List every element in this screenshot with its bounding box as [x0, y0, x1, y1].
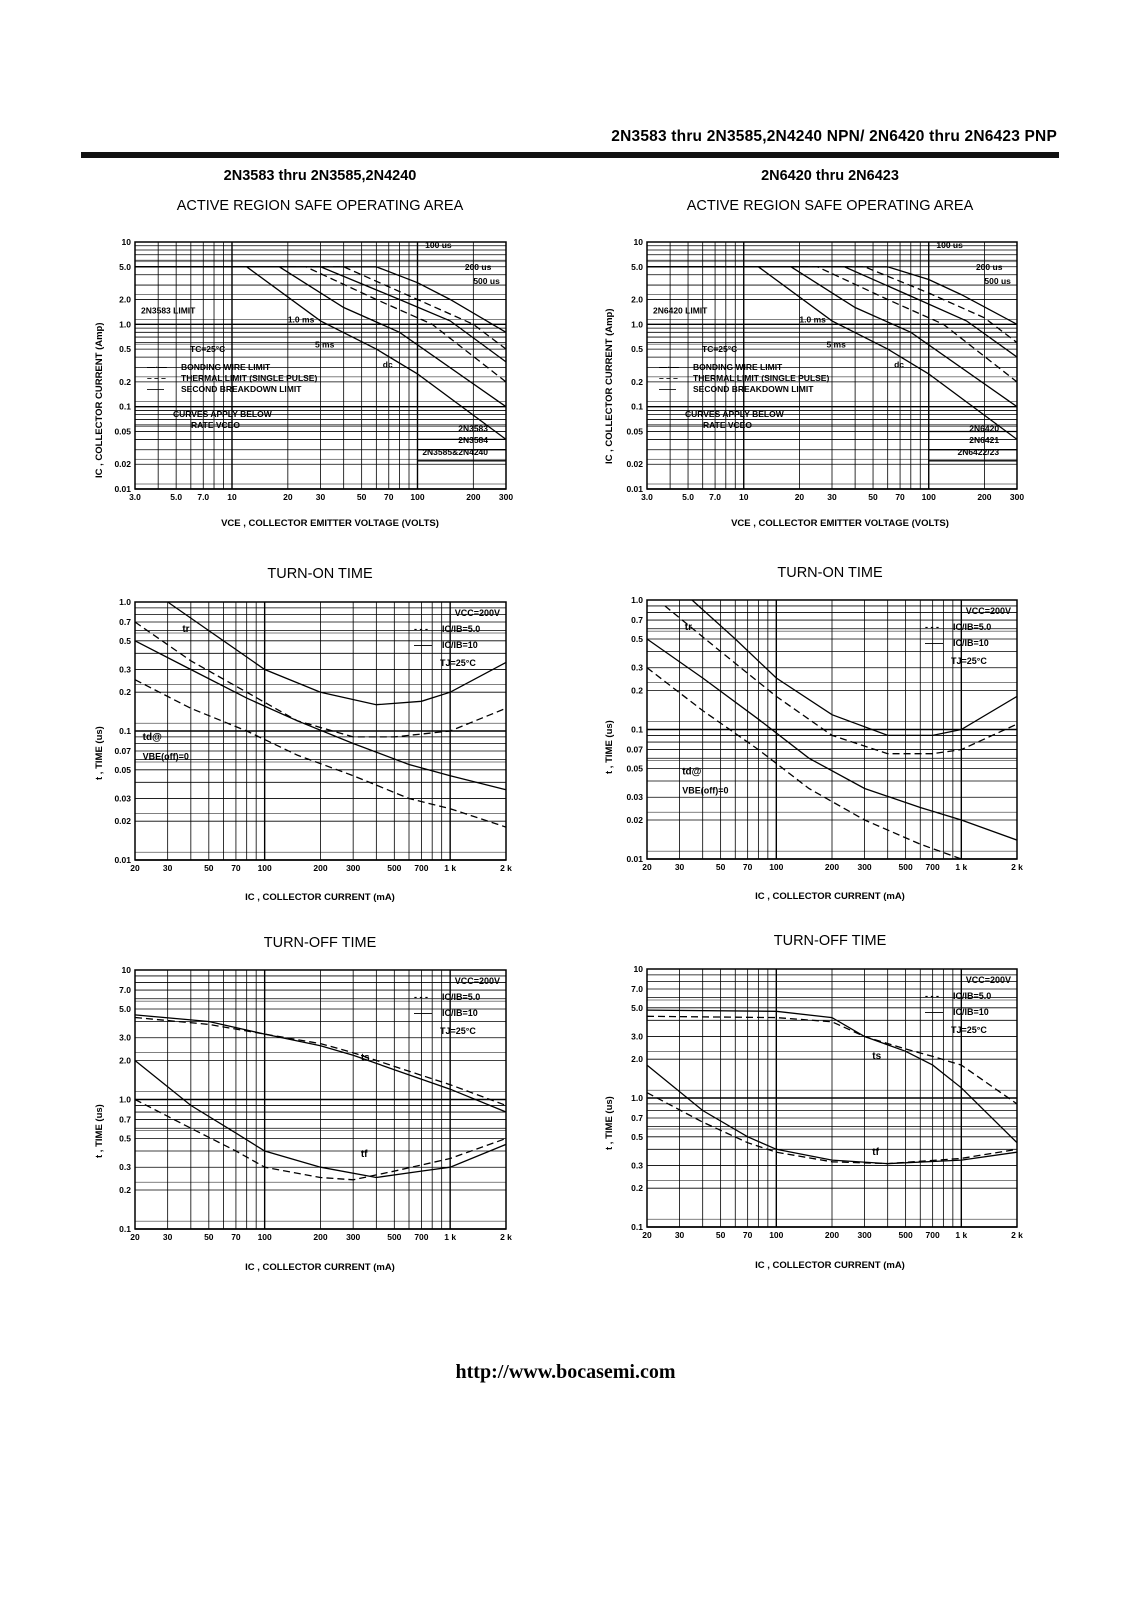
- x-tick-label: 50: [204, 863, 214, 873]
- y-tick-label: 1.0: [631, 1093, 643, 1103]
- legend-entry: VCC=200V: [454, 976, 500, 986]
- vbe-label: VBE(off)=0: [142, 751, 189, 762]
- y-tick-label: 7.0: [631, 983, 643, 994]
- x-tick-label: 700: [414, 863, 429, 873]
- y-tick-label: 3.0: [119, 1032, 131, 1043]
- x-tick-label: 10: [227, 492, 237, 502]
- left-soa-title: ACTIVE REGION SAFE OPERATING AREA: [176, 198, 464, 214]
- tc-label: TC=25°C: [190, 344, 226, 355]
- legend-swatch: ——: [659, 383, 676, 394]
- x-tick-label: 3.0: [641, 492, 653, 502]
- y-tick-label: 5.0: [631, 1002, 643, 1013]
- device-label: 2N3585&2N4240: [422, 446, 489, 457]
- x-tick-label: 5.0: [682, 492, 694, 502]
- x-tick-label: 2 k: [500, 1232, 512, 1242]
- y-tick-label: 0.2: [631, 685, 643, 696]
- x-tick-label: 5.0: [170, 492, 183, 502]
- x-tick-label: 70: [742, 862, 753, 872]
- x-tick-label: 7.0: [709, 492, 721, 502]
- x-tick-label: 300: [346, 1232, 361, 1242]
- left-soa-ylabel: IC , COLLECTOR CURRENT (Amp): [94, 322, 105, 478]
- pulse-label: 1.0 ms: [287, 314, 315, 325]
- y-tick-label: 0.02: [626, 815, 643, 826]
- x-tick-label: 500: [387, 1232, 402, 1242]
- legend-swatch: ——: [925, 1007, 943, 1017]
- x-tick-label: 70: [895, 492, 905, 502]
- y-tick-label: 0.7: [119, 616, 131, 627]
- x-tick-label: 2 k: [1011, 1230, 1023, 1240]
- y-tick-label: 0.2: [631, 376, 643, 387]
- legend-swatch: – – –: [659, 372, 678, 383]
- device-label: 2N3583: [458, 423, 489, 434]
- x-tick-label: 30: [674, 1230, 685, 1240]
- tf-label: tf: [360, 1148, 368, 1160]
- y-tick-label: 5.0: [119, 261, 131, 272]
- y-tick-label: 0.03: [626, 792, 643, 803]
- left-toff-chart: [119, 965, 512, 1242]
- y-tick-label: 0.05: [114, 764, 131, 775]
- x-tick-label: 700: [414, 1232, 429, 1242]
- x-tick-label: 70: [742, 1230, 753, 1240]
- y-tick-label: 0.01: [114, 855, 131, 865]
- tr-label: tr: [182, 624, 190, 635]
- right-soa-ylabel: IC , COLLECTOR CURRENT (Amp): [604, 308, 615, 464]
- note-line: CURVES APPLY BELOW: [173, 408, 272, 419]
- y-tick-label: 0.5: [631, 344, 643, 355]
- y-tick-label: 0.5: [119, 635, 131, 646]
- right-toff-ylabel: t , TIME (us): [604, 1096, 615, 1150]
- y-tick-label: 0.07: [626, 744, 643, 755]
- x-tick-label: 50: [356, 492, 367, 502]
- vbe-label: VBE(off)=0: [682, 785, 729, 796]
- x-tick-label: 200: [824, 862, 840, 872]
- y-tick-label: 0.5: [119, 1133, 131, 1144]
- pulse-label: 5 ms: [314, 339, 335, 350]
- device-label: 2N6421: [969, 435, 1000, 446]
- x-tick-label: 100: [769, 1230, 784, 1240]
- legend-entry: THERMAL LIMIT (SINGLE PULSE): [181, 372, 318, 383]
- x-tick-label: 500: [387, 863, 402, 873]
- right-toff-chart: [631, 964, 1023, 1240]
- right-ton-ylabel: t , TIME (us): [604, 720, 615, 774]
- x-tick-label: 70: [231, 1232, 241, 1242]
- y-tick-label: 7.0: [119, 985, 131, 996]
- legend-entry: IC/IB=10: [953, 638, 989, 648]
- y-tick-label: 10: [633, 237, 643, 247]
- y-tick-label: 0.2: [631, 1183, 643, 1194]
- y-tick-label: 1.0: [631, 319, 643, 330]
- y-tick-label: 0.5: [631, 633, 643, 644]
- x-tick-label: 1 k: [444, 1232, 457, 1242]
- x-tick-label: 70: [231, 863, 241, 873]
- legend-entry: TJ=25°C: [951, 656, 987, 666]
- left-ton-annotations: [143, 608, 500, 762]
- x-tick-label: 300: [857, 1230, 872, 1240]
- x-tick-label: 1 k: [955, 862, 968, 872]
- x-tick-label: 100: [257, 863, 272, 873]
- legend-swatch: – – –: [147, 372, 166, 383]
- x-tick-label: 2 k: [1011, 862, 1023, 872]
- legend-swatch: - - -: [925, 622, 939, 632]
- y-tick-label: 0.01: [626, 854, 643, 864]
- y-tick-label: 0.5: [119, 344, 131, 355]
- y-tick-label: 0.1: [631, 1222, 643, 1232]
- device-label: 2N6422/23: [957, 446, 1000, 457]
- right-soa-chart: [626, 237, 1024, 502]
- x-tick-label: 1 k: [955, 1230, 968, 1240]
- legend-entry: TJ=25°C: [951, 1025, 987, 1035]
- left-toff-ylabel: t , TIME (us): [94, 1104, 105, 1158]
- x-tick-label: 30: [674, 862, 685, 872]
- left-ton-ylabel: t , TIME (us): [94, 726, 105, 780]
- page-header: 2N3583 thru 2N3585,2N4240 NPN/ 2N6420 thru 2N6423 PNP: [611, 128, 1057, 145]
- y-tick-label: 1.0: [119, 1094, 131, 1105]
- x-tick-label: 20: [130, 1232, 140, 1242]
- pulse-label: dc: [382, 359, 393, 370]
- ts-label: ts: [872, 1051, 882, 1063]
- y-tick-label: 0.03: [114, 793, 131, 804]
- note-line: CURVES APPLY BELOW: [685, 408, 784, 419]
- legend-entry: TJ=25°C: [440, 658, 476, 668]
- left-toff-title: TURN-OFF TIME: [263, 935, 377, 951]
- pulse-label: 500 us: [473, 275, 500, 286]
- y-tick-label: 3.0: [631, 1031, 643, 1042]
- y-tick-label: 0.1: [631, 401, 643, 412]
- legend-entry: IC/IB=5.0: [953, 622, 992, 632]
- ts-label: ts: [360, 1052, 370, 1064]
- left-ton-title: TURN-ON TIME: [267, 566, 373, 582]
- x-tick-label: 700: [925, 1230, 940, 1240]
- x-tick-label: 30: [162, 863, 173, 873]
- x-tick-label: 7.0: [197, 492, 210, 502]
- x-tick-label: 100: [257, 1232, 272, 1242]
- limit-label: 2N6420 LIMIT: [653, 305, 708, 316]
- x-tick-label: 300: [346, 863, 361, 873]
- legend-entry: TJ=25°C: [440, 1026, 476, 1036]
- left-device-title: 2N3583 thru 2N3585,2N4240: [223, 168, 417, 184]
- limit-label: 2N3583 LIMIT: [141, 305, 196, 316]
- y-tick-label: 5.0: [631, 261, 643, 272]
- x-tick-label: 50: [204, 1232, 214, 1242]
- x-tick-label: 700: [925, 862, 940, 872]
- left-ton-xlabel: IC , COLLECTOR CURRENT (mA): [245, 892, 395, 903]
- pulse-label: 500 us: [984, 275, 1011, 286]
- legend-swatch: ——: [414, 1008, 432, 1018]
- x-tick-label: 30: [827, 492, 837, 502]
- pulse-label: 100 us: [425, 239, 452, 250]
- right-toff-title: TURN-OFF TIME: [773, 933, 887, 949]
- legend-swatch: ——: [147, 383, 164, 394]
- x-tick-label: 200: [313, 863, 328, 873]
- right-ton-title: TURN-ON TIME: [777, 565, 883, 581]
- x-tick-label: 200: [977, 492, 992, 502]
- y-tick-label: 0.2: [119, 376, 131, 387]
- legend-entry: SECOND BREAKDOWN LIMIT: [693, 383, 814, 394]
- legend-swatch: - - -: [925, 991, 939, 1001]
- left-soa-xlabel: VCE , COLLECTOR EMITTER VOLTAGE (VOLTS): [221, 518, 439, 529]
- td-label: td@: [682, 766, 702, 778]
- tc-label: TC=25°C: [702, 344, 738, 355]
- device-label: 2N6420: [969, 423, 1000, 434]
- right-toff-xlabel: IC , COLLECTOR CURRENT (mA): [755, 1260, 905, 1271]
- x-tick-label: 2 k: [500, 863, 512, 873]
- legend-entry: IC/IB=5.0: [442, 992, 481, 1002]
- legend-entry: IC/IB=5.0: [442, 624, 481, 634]
- x-tick-label: 200: [313, 1232, 328, 1242]
- tr-label: tr: [684, 622, 692, 633]
- y-tick-label: 0.3: [119, 1162, 131, 1173]
- legend-swatch: —·—: [147, 361, 167, 372]
- pulse-label: 5 ms: [826, 339, 846, 350]
- right-device-title: 2N6420 thru 2N6423: [761, 168, 899, 184]
- pulse-label: 200 us: [464, 261, 492, 272]
- y-tick-label: 0.3: [631, 662, 643, 673]
- legend-entry: VCC=200V: [965, 975, 1011, 985]
- y-tick-label: 0.02: [114, 459, 131, 470]
- y-tick-label: 0.3: [119, 664, 131, 675]
- x-tick-label: 50: [715, 1230, 726, 1240]
- y-tick-label: 0.7: [631, 615, 643, 626]
- x-tick-label: 300: [857, 862, 872, 872]
- y-tick-label: 0.02: [114, 816, 131, 827]
- right-toff-annotations: [872, 975, 1011, 1158]
- left-ton-chart: [114, 597, 512, 873]
- left-toff-annotations: [361, 976, 500, 1160]
- x-tick-label: 20: [642, 862, 652, 872]
- legend-entry: IC/IB=5.0: [953, 991, 992, 1001]
- y-tick-label: 0.7: [119, 1114, 131, 1125]
- y-tick-label: 2.0: [631, 1054, 643, 1065]
- y-tick-label: 0.05: [626, 426, 643, 437]
- y-tick-label: 0.01: [114, 484, 131, 494]
- legend-entry: IC/IB=10: [953, 1007, 989, 1017]
- legend-swatch: ——: [925, 638, 943, 648]
- legend-entry: IC/IB=10: [442, 640, 478, 650]
- y-tick-label: 0.01: [626, 484, 643, 494]
- y-tick-label: 2.0: [119, 294, 131, 305]
- legend-entry: IC/IB=10: [442, 1008, 478, 1018]
- x-tick-label: 500: [898, 862, 913, 872]
- y-tick-label: 10: [121, 965, 131, 975]
- y-tick-label: 0.05: [626, 763, 643, 774]
- x-tick-label: 20: [283, 492, 293, 502]
- left-toff-xlabel: IC , COLLECTOR CURRENT (mA): [245, 1262, 395, 1273]
- x-tick-label: 3.0: [129, 492, 141, 502]
- legend-entry: VCC=200V: [965, 606, 1011, 616]
- footer-url[interactable]: http://www.bocasemi.com: [455, 1361, 676, 1383]
- x-tick-label: 50: [868, 492, 878, 502]
- y-tick-label: 2.0: [119, 1055, 131, 1066]
- y-tick-label: 0.2: [119, 687, 131, 698]
- x-tick-label: 300: [1009, 492, 1025, 502]
- y-tick-label: 1.0: [119, 319, 131, 330]
- y-tick-label: 0.2: [119, 1185, 131, 1196]
- right-soa-title: ACTIVE REGION SAFE OPERATING AREA: [686, 198, 974, 214]
- legend-swatch: - - -: [414, 624, 428, 634]
- td-label: td@: [142, 732, 162, 744]
- legend-entry: BONDING WIRE LIMIT: [181, 361, 271, 372]
- x-tick-label: 500: [898, 1230, 913, 1240]
- y-tick-label: 10: [121, 237, 131, 247]
- note-line: RATE VCEO: [703, 420, 752, 431]
- legend-swatch: - - -: [414, 992, 428, 1002]
- y-tick-label: 10: [633, 964, 643, 974]
- y-tick-label: 0.02: [626, 459, 643, 470]
- x-tick-label: 20: [130, 863, 140, 873]
- x-tick-label: 30: [315, 492, 326, 502]
- y-tick-label: 0.07: [114, 745, 131, 756]
- legend-swatch: ——: [414, 640, 432, 650]
- y-tick-label: 0.1: [119, 401, 131, 412]
- y-tick-label: 0.1: [119, 726, 131, 736]
- legend-entry: BONDING WIRE LIMIT: [693, 361, 783, 372]
- y-tick-label: 1.0: [119, 597, 131, 607]
- right-soa-xlabel: VCE , COLLECTOR EMITTER VOLTAGE (VOLTS): [731, 518, 949, 529]
- legend-entry: THERMAL LIMIT (SINGLE PULSE): [693, 372, 830, 383]
- pulse-label: dc: [894, 359, 905, 370]
- y-tick-label: 5.0: [119, 1003, 131, 1014]
- x-tick-label: 30: [162, 1232, 173, 1242]
- right-ton-chart: [626, 595, 1023, 872]
- x-tick-label: 10: [738, 492, 749, 502]
- x-tick-label: 100: [921, 492, 936, 502]
- x-tick-label: 300: [498, 492, 514, 502]
- pulse-label: 100 us: [936, 239, 963, 250]
- y-tick-label: 1.0: [631, 595, 643, 605]
- x-tick-label: 100: [410, 492, 425, 502]
- legend-swatch: —·—: [659, 361, 679, 372]
- y-tick-label: 0.3: [631, 1160, 643, 1171]
- x-tick-label: 200: [824, 1230, 840, 1240]
- x-tick-label: 20: [794, 492, 805, 502]
- legend-entry: SECOND BREAKDOWN LIMIT: [181, 383, 302, 394]
- y-tick-label: 0.5: [631, 1131, 643, 1142]
- x-tick-label: 70: [384, 492, 394, 502]
- y-tick-label: 0.7: [631, 1112, 643, 1123]
- x-tick-label: 20: [642, 1230, 652, 1240]
- x-tick-label: 1 k: [444, 863, 457, 873]
- y-tick-label: 2.0: [631, 294, 643, 305]
- device-label: 2N3584: [458, 435, 489, 446]
- y-tick-label: 0.05: [114, 426, 131, 437]
- pulse-label: 200 us: [975, 261, 1003, 272]
- y-tick-label: 0.1: [631, 724, 643, 735]
- x-tick-label: 200: [466, 492, 481, 502]
- right-ton-xlabel: IC , COLLECTOR CURRENT (mA): [755, 891, 905, 902]
- pulse-label: 1.0 ms: [799, 314, 826, 325]
- tf-label: tf: [872, 1147, 879, 1159]
- x-tick-label: 50: [715, 862, 726, 872]
- left-soa-chart: [114, 237, 513, 502]
- note-line: RATE VCEO: [191, 420, 240, 431]
- x-tick-label: 100: [769, 862, 784, 872]
- legend-entry: VCC=200V: [454, 608, 500, 618]
- y-tick-label: 0.1: [119, 1224, 131, 1234]
